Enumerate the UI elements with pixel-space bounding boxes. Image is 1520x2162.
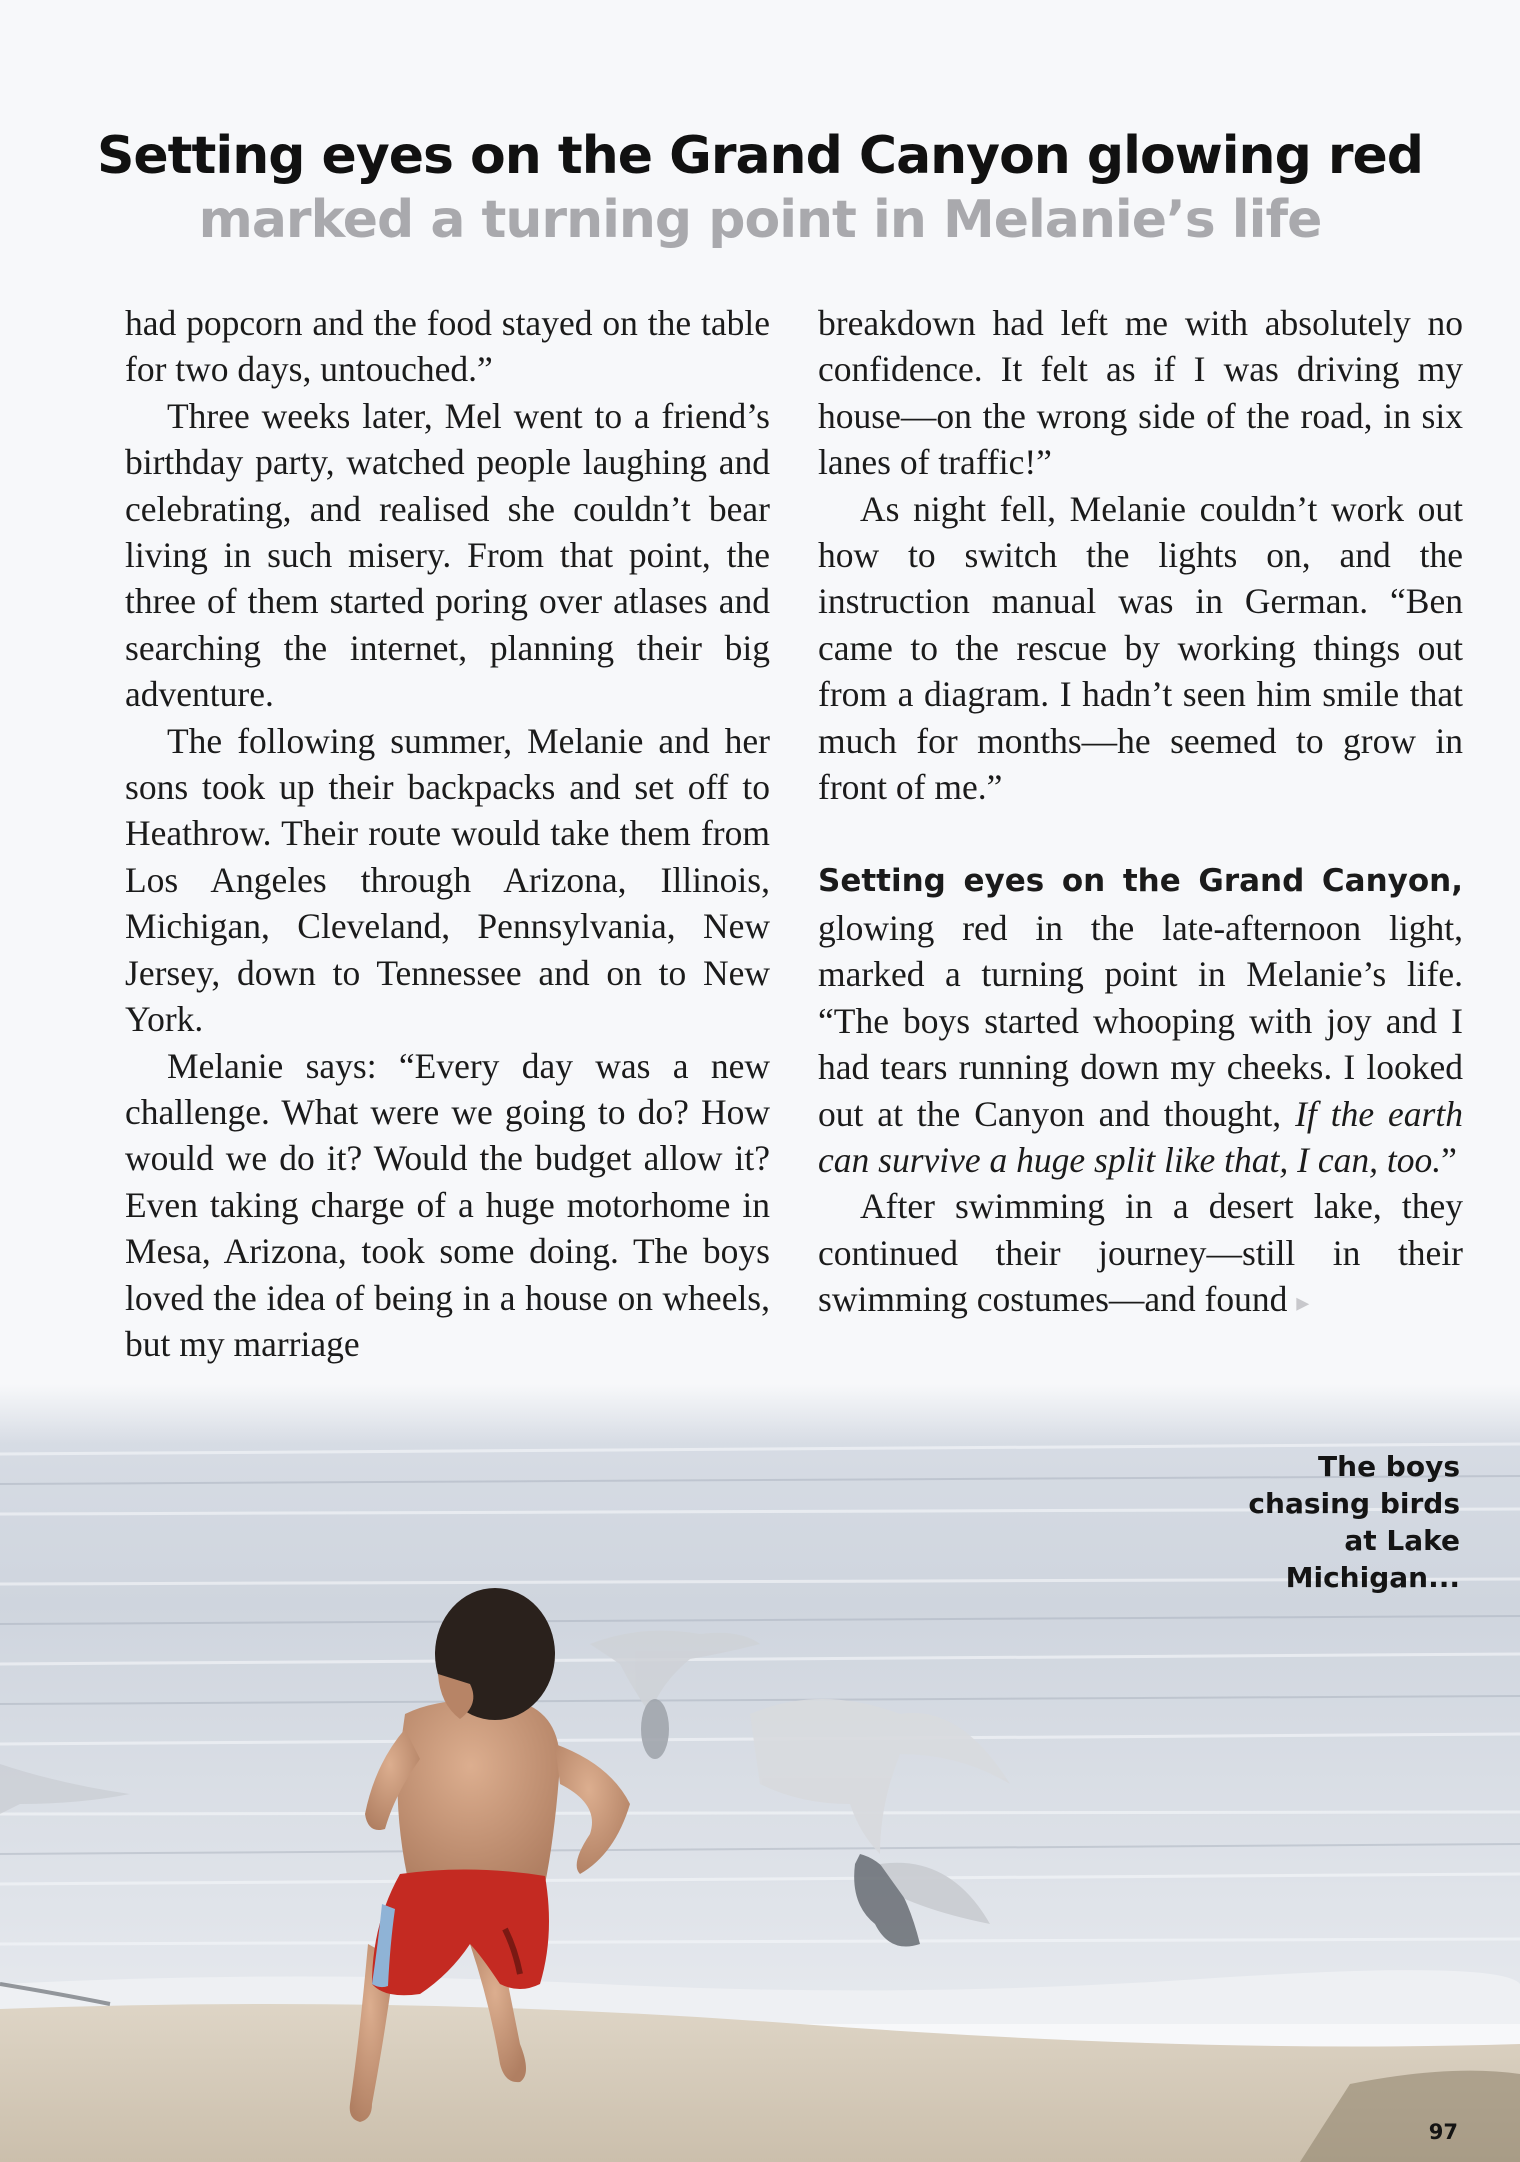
paragraph: As night fell, Melanie couldn’t work out how to switch the lights on, and the instruction manual was in German. “Ben came to the rescue by working things out from a diagram. I hadn’t seen him smile that much for months—he seemed to grow in front of me.” [818, 488, 1463, 808]
pull-quote-line-1: Setting eyes on the Grand Canyon glowing red [96, 126, 1424, 186]
italic-thought: If the earth can survive a huge split like that, I can, too. [818, 1093, 1463, 1180]
paragraph: Three weeks later, Mel went to a friend’s birthday party, watched people laughing and celebrating, and realised she couldn’t bear living in such misery. From that point, the three of them started poring over atlases and searching the internet, planning their big adventure. [125, 395, 770, 715]
section-break [818, 810, 1463, 856]
paragraph: breakdown had left me with absolutely no confidence. It felt as if I was driving my house—on the wrong side of the road, in six lanes of traffic!” [818, 303, 1463, 483]
paragraph-section-start [818, 856, 1463, 1183]
caption-line: Michigan... [1285, 1561, 1460, 1594]
body-column-right [818, 300, 1463, 1327]
paragraph-text: glowing red in the late-afternoon light, marked a turning point in Melanie’s life. “The boys started whooping with joy and I had tears running down my cheeks. I looked out at the Canyon and thought, [818, 907, 1463, 1134]
continue-arrow-icon: ▸ [1296, 1288, 1310, 1318]
caption-line: at Lake [1344, 1524, 1460, 1557]
paragraph-text: After swimming in a desert lake, they continued their journey—still in their swimming costumes—and found [818, 1186, 1463, 1320]
lead-in-text: Setting eyes on the Grand Canyon, [818, 863, 1463, 900]
caption-line: The boys [1318, 1450, 1460, 1483]
paragraph: had popcorn and the food stayed on the table for two days, untouched.” [125, 303, 770, 390]
pull-quote-line-2: marked a turning point in Melanie’s life [198, 190, 1322, 250]
pull-quote [0, 124, 1520, 252]
paragraph: The following summer, Melanie and her sons took up their backpacks and set off to Heathrow. Their route would take them from Los Angeles through Arizona, Illinois, Michigan, Cleveland, Pennsylvania, New Jersey, down to Tennessee and on to New York. [125, 720, 770, 1040]
caption-line: chasing birds [1248, 1487, 1460, 1520]
closing-quote: ” [1441, 1139, 1457, 1180]
page-number: 97 [1428, 2120, 1458, 2144]
paragraph: Melanie says: “Every day was a new challenge. What were we going to do? How would we do it? Would the budget allow it? Even taking charge of a huge motorhome in Mesa, Arizona, took some doing. The boys loved the idea of being in a house on wheels, but my marriage [125, 1045, 770, 1364]
body-column-left [125, 300, 770, 1367]
photo-caption [1248, 1448, 1460, 1596]
paragraph [818, 1183, 1463, 1326]
